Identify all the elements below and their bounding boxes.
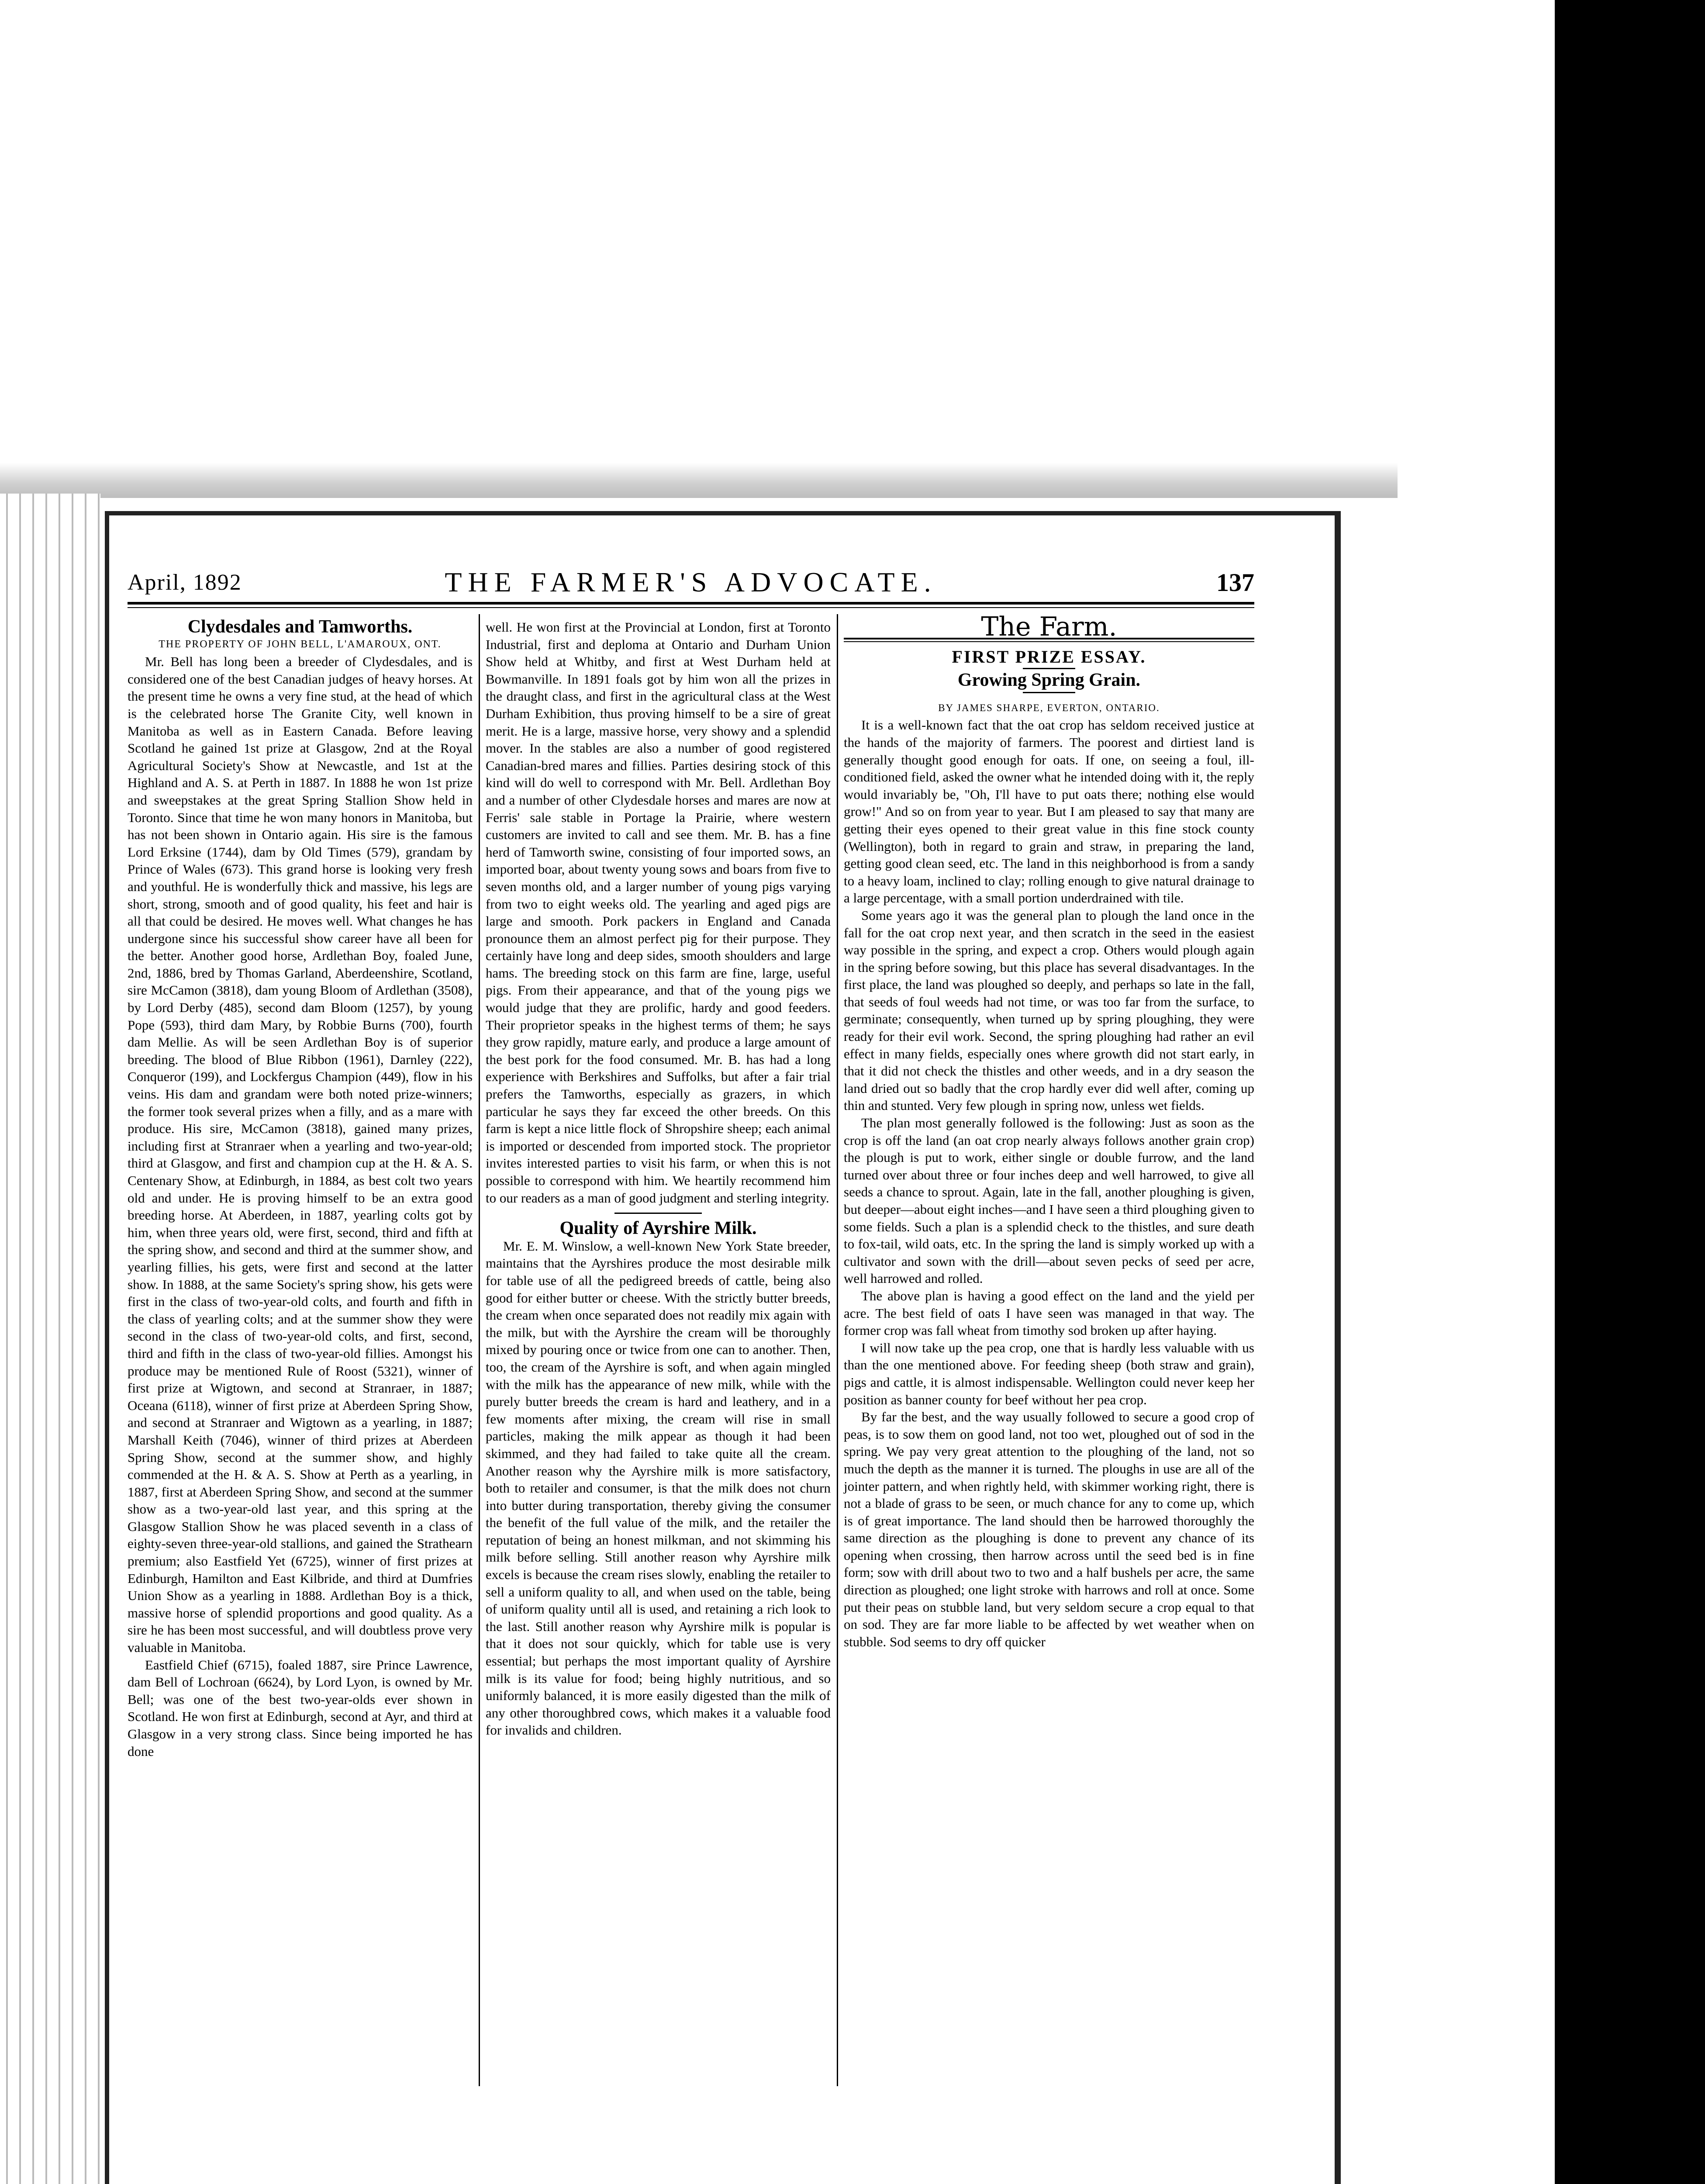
article-subheading: THE PROPERTY OF JOHN BELL, L'AMAROUX, ONT. bbox=[159, 638, 442, 650]
article-body: Mr. Bell has long been a breeder of Clydesdales, and is considered one of the best Canadian judges of heavy horses. At the present time he owns a very fine stud, at the head of which is the celebrated horse The Granite City, well known in Manitoba as well as in Eastern Canada. Before leaving Scotland he gained 1st prize at Glasgow, 2nd at the Royal Agricultural Society's Show at Newcastle, and 1st at the Highland and A. S. at Perth in 1887. In 1888 he won 1st prize and sweepstakes at the great Spring Stallion Show held in Toronto. Since that time he won many honors in Manitoba, but has not been shown in Ontario again. His sire is the famous Lord Erksine (1744), dam by Old Times (579), grandam by Prince of Wales (673). This grand horse is looking very fresh and youthful. He is wonderfully thick and massive, his legs are short, strong, smooth and of good quality, his feet and hair is all that could be desired. He moves well. What changes he has undergone since his successful show career have all been for the better. Another good horse, Ardlethan Boy, foaled June, 2nd, 1886, bred by Thomas Garland, Aberdeenshire, Scotland, sire McCamon (3818), dam young Bloom of Ardlethan (3508), by Lord Derby (485), second dam Bloom (1257), by young Pope (593), third dam Mary, by Robbie Burns (700), fourth dam Mellie. As will be seen Ardlethan Boy is of superior breeding. The blood of Blue Ribbon (1961), Darnley (222), Conqueror (199), and Lockfergus Champion (449), flow in his veins. His dam and grandam were both noted prize-winners; the former took several prizes when a filly, and as a mare with produce. His sire, McCamon (3818), gained many prizes, including first at Stranraer when a yearling and two-year-old; third at Glasgow, and first and champion cup at the H. & A. S. Centenary Show, at Edinburgh, in 1884, as best colt two years old and under. He is proving himself to be an extra good breeding horse. At Aberdeen, in 1887, yearling colts got by him, when three years old, were first, second, third and fifth at the spring show, and second and third at the summer show, and yearling fillies, his gets, were first and second at the latter show. In 1888, at the same Society's spring show, his gets were first in the class of two-year-old colts, and fourth and fifth in the class of yearling colts; and at the summer show they were second in the class of two-year-old colts, and first, second, third and fifth in the class of two-year-old fillies. Amongst his produce may be mentioned Rule of Roost (5321), winner of first prize at Wigtown, and second at Stranraer, in 1887; Oceana (6118), winner of first prize at Aberdeen Spring Show, and second at Stranraer and Wigtown as a yearling, in 1887; Marshall Keith (7046), winner of third prizes at Aberdeen Spring Show, second at the summer show, and highly commended at the H. & A. S. Show at Perth as a yearling, in 1887, first at Aberdeen Spring Show, and second at the summer show as a two-year-old last year, and this spring at the Glasgow Stallion Show he was placed seventh in a class of eighty-seven three-year-old stallions, and gained the Strathearn premium; also Eastfield Yet (6725), winner of first prizes at Edinburgh, Hamilton and East Kilbride, and third at Dumfries Union Show as a yearling in 1888. Ardlethan Boy is a thick, massive horse of splendid proportions and good quality. As a sire he has been most successful, and will doubtless prove very valuable in Manitoba. bbox=[128, 654, 473, 1655]
column-2 bbox=[486, 619, 831, 1739]
essay-paragraph: By far the best, and the way usually followed to secure a good crop of peas, is to sow them on good land, not too wet, ploughed out of sod in the spring. We pay very great attention to the ploughing of the land, not so much the depth as the manner it is turned. The ploughs in use are all of the jointer pattern, and when rightly held, with skimmer working right, there is not a blade of grass to be seen, or much chance for any to come up, which is of great importance. The land should then be harrowed thoroughly the same direction as the ploughing is done to prevent any chance of its opening when crossing, then harrow across until the seed bed is in fine form; sow with drill about two to two and a half bushels per acre, the same direction as ploughed; one light stroke with harrows and roll at once. Some put their peas on stubble land, but very seldom secure a crop equal to that on sod. They are far more liable to be affected by wet weather when on stubble. Sod seems to dry off quicker bbox=[844, 1409, 1254, 1649]
issue-date: April, 1892 bbox=[128, 570, 242, 595]
masthead-title: THE FARMER'S ADVOCATE. bbox=[445, 567, 937, 598]
article-separator bbox=[614, 1213, 702, 1214]
page-stack-edges bbox=[0, 494, 100, 2184]
department-heading: The Farm. bbox=[981, 612, 1117, 642]
page-number: 137 bbox=[1216, 568, 1254, 597]
article-body: well. He won first at the Provincial at London, first at Toronto Industrial, first and deploma at Ontario and Durham Union Show held at Whitby, and first at West Durham held at Bowmanville. In 1891 foals got by him won all the prizes in the draught class, and first in the agricultural class at the West Durham Exhibition, thus proving himself to be a sire of great merit. He is a large, massive horse, very showy and a splendid mover. In the stables are also a number of good registered Canadian-bred mares and fillies. Parties desiring stock of this kind will do well to correspond with Mr. Bell. Ardlethan Boy and a number of other Clydesdale horses and mares are now at Ferris' sale stable in Portage la Prairie, where western customers are invited to call and see them. Mr. B. has a fine herd of Tamworth swine, consisting of four imported sows, an imported boar, about twenty young sows and boars from five to seven months old, and a larger number of young pigs varying from two to eight weeks old. The yearling and aged pigs are large and smooth. Pork packers in England and Canada pronounce them an almost perfect pig for their purpose. They certainly have long and deep sides, smooth shoulders and large hams. The breeding stock on this farm are fine, large, useful pigs. From their appearance, and that of the young pigs we would judge that they are prolific, hardy and good feeders. Their proprietor speaks in the highest terms of them; he says they grow rapidly, mature early, and produce a large amount of the best pork for the food consumed. Mr. B. has had a long experience with Berkshires and Suffolks, but after a fair trial prefers the Tamworths, especially as grazers, in which particular he says they far exceed the other breeds. On this farm is kept a nice little flock of Shropshire sheep; each animal is imported or descended from imported stock. The proprietor invites interested parties to visit his farm, or when this is not possible to correspond with him. We heartily recommend him to our readers as a man of good judgment and sterling integrity. bbox=[486, 619, 831, 1206]
essay-paragraph: Some years ago it was the general plan to plough the land once in the fall for the oat crop next year, and then scratch in the seed in the easiest way possible in the spring, and expect a crop. Others would plough again in the spring before sowing, but this place has several disadvantages. In the first place, the land was ploughed so deeply, and perhaps so late in the fall, that seeds of foul weeds had not time, or was too far from the surface, to germinate; consequently, when turned up by spring ploughing, they were ready for their evil work. Second, the spring ploughing had rather an evil effect in many fields, especially ones where growth did not start early, in that it did not check the thistles and other weeds, and in a dry season the land dried out so badly that the crop hardly ever did well after, coming up thin and stunted. Very few plough in spring now, unless wet fields. bbox=[844, 907, 1254, 1113]
article-heading: Quality of Ayrshire Milk. bbox=[559, 1218, 757, 1239]
article-body: Eastfield Chief (6715), foaled 1887, sire Prince Lawrence, dam Bell of Lochroan (6624), by Lord Lyon, is owned by Mr. Bell; was one of the best two-year-olds ever shown in Scotland. He won first at Edinburgh, second at Ayr, and third at Glasgow in a very strong class. Since being imported he has done bbox=[128, 1657, 473, 1759]
newspaper-page bbox=[128, 566, 1254, 2095]
column-1 bbox=[128, 619, 473, 1760]
article-body: Mr. E. M. Winslow, a well-known New York State breeder, maintains that the Ayrshires produce the most desirable milk for table use of all the pedigreed breeds of cattle, being also good for either butter or cheese. With the strictly butter breeds, the cream when once separated does not readily mix again with the milk, but with the Ayrshire the cream will be thoroughly mixed by pouring once or twice from one can to another. Then, too, the cream of the Ayrshire is soft, and when again mingled with the milk has the appearance of new milk, while with the purely butter breeds the cream is hard and leathery, and in a few moments after mixing, the cream will rise in small particles, making the milk appear as though it had been skimmed, and they had failed to take quite all the cream. Another reason why the Ayrshire milk is more satisfactory, both to retailer and consumer, is that the milk does not churn into butter during transportation, thereby giving the consumer the benefit of the full value of the milk, and the retailer the reputation of being an honest milkman, and not skimming his milk before selling. Still another reason why Ayrshire milk excels is because the cream rises slowly, enabling the retailer to sell a uniform quality to all, and when used on the table, being of uniform quality until all is used, and retaining a rich look to the last. Still another reason why Ayrshire milk is popular is that it does not sour quickly, which for table use is very essential; but perhaps the most important quality of Ayrshire milk is its value for food; being highly nutritious, and so uniformly balanced, it is more easily digested than the milk of any other thoroughbred cows, which makes it a valuable food for invalids and children. bbox=[486, 1238, 831, 1738]
header-rule-thin bbox=[128, 607, 1254, 608]
scan-right-edge bbox=[1555, 0, 1705, 2184]
page-header bbox=[128, 566, 1254, 597]
essay-paragraph: It is a well-known fact that the oat crop has seldom received justice at the hands of the majority of farmers. The poorest and dirtiest land is generally thought good enough for oats. If one, on seeing a foul, ill-conditioned field, asked the owner what he intended doing with it, the reply would invariably be, "Oh, I'll have to put oats there; nothing else would grow!" And so on from year to year. But I am pleased to say that many are getting their eyes opened to their great value in this fine stock county (Wellington), both in regard to grain and straw, in preparing the land, getting good clean seed, etc. The land in this neighborhood is from a sandy to a heavy loam, inclined to clay; rolling enough to give natural drainage to a large percentage, with a small portion underdrained with tile. bbox=[844, 717, 1254, 906]
article-heading: Clydesdales and Tamworths. bbox=[187, 617, 413, 637]
essay-paragraph: I will now take up the pea crop, one that is hardly less valuable with us than the one mentioned above. For feeding sheep (both straw and grain), pigs and cattle, it is almost indispensable. Wellington could never keep her position as banner county for beef without her pea crop. bbox=[844, 1340, 1254, 1407]
byline: BY JAMES SHARPE, EVERTON, ONTARIO. bbox=[938, 702, 1160, 713]
heading-separator bbox=[1023, 668, 1075, 669]
heading-separator bbox=[1023, 692, 1075, 693]
essay-heading: FIRST PRIZE ESSAY. bbox=[952, 646, 1146, 667]
column-divider bbox=[837, 614, 838, 2086]
essay-paragraph: The plan most generally followed is the following: Just as soon as the crop is off the land (an oat crop nearly always follows another grain crop) the plough is put to work, either single or double furrow, and the land turned over about three or four inches deep and well harrowed, to give all seeds a chance to sprout. Again, late in the fall, another ploughing is given, but deeper—about eight inches—and I have seen a third ploughing given to some fields. Such a plan is a splendid check to the thistles, and sure death to fox-tail, wild oats, etc. In the spring the land is simply worked up with a cultivator and sown with the drill—about seven pecks of seed per acre, well harrowed and rolled. bbox=[844, 1115, 1254, 1286]
column-divider bbox=[479, 614, 480, 2086]
column-3 bbox=[844, 612, 1254, 1650]
article-title: Growing Spring Grain. bbox=[957, 670, 1141, 691]
essay-paragraph: The above plan is having a good effect on the land and the yield per acre. The best field of oats I have seen was managed in that way. The former crop was fall wheat from timothy sod broken up after haying. bbox=[844, 1288, 1254, 1338]
page-stack-shadow bbox=[0, 463, 1398, 498]
header-rule bbox=[128, 602, 1254, 605]
